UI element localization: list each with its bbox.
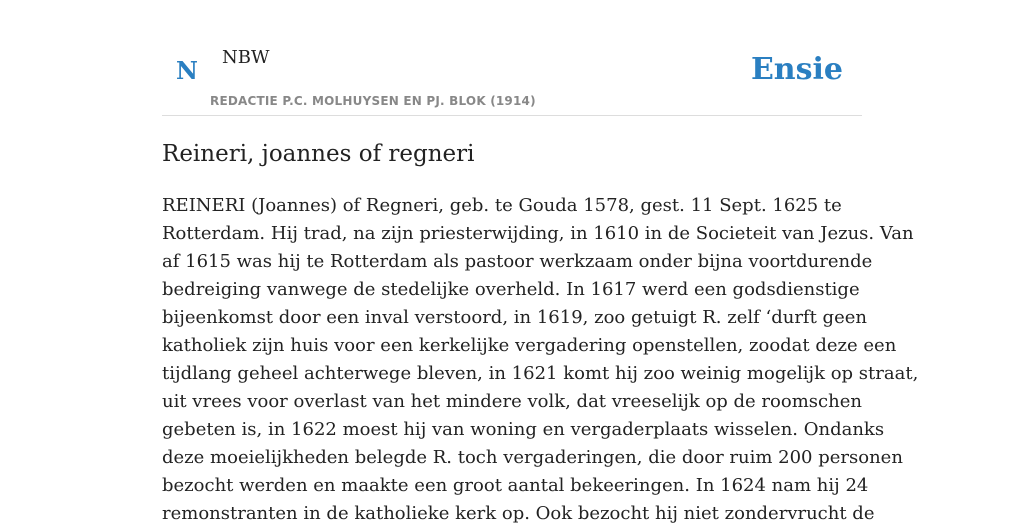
article-line: remonstranten in de katholieke kerk op. Ook bezocht hij niet zondervrucht de xyxy=(162,503,875,524)
brand-logo-link[interactable]: Ensie xyxy=(750,52,843,87)
article-line: deze moeielijkheden belegde R. toch vergaderingen, die door ruim 200 personen xyxy=(162,447,903,468)
article-line: Rotterdam. Hij trad, na zijn priesterwijding, in 1610 in de Societeit van Jezus. Van xyxy=(162,223,914,244)
article-title: Reineri, joannes of regneri xyxy=(162,141,475,167)
article-line: bezocht werden en maakte een groot aantal bekeeringen. In 1624 nam hij 24 xyxy=(162,475,869,496)
article-line: katholiek zijn huis voor een kerkelijke vergadering openstellen, zoodat deze een xyxy=(162,335,897,356)
article-line: REINERI (Joannes) of Regneri, geb. te Gouda 1578, gest. 11 Sept. 1625 te xyxy=(162,195,842,216)
article-line: gebeten is, in 1622 moest hij van woning en vergaderplaats wisselen. Ondanks xyxy=(162,419,885,440)
source-subtitle: REDACTIE P.C. MOLHUYSEN EN PJ. BLOK (1914) xyxy=(210,94,536,108)
page xyxy=(162,0,919,524)
source-logo[interactable]: N xyxy=(176,56,198,85)
article-body xyxy=(162,192,919,528)
article-line: bijeenkomst door een inval verstoord, in 1619, zoo getuigt R. zelf ‘durft geen xyxy=(162,307,867,328)
article-line: af 1615 was hij te Rotterdam als pastoor werkzaam onder bijna voortdurende xyxy=(162,251,873,272)
source-name[interactable]: NBW xyxy=(222,47,270,68)
article-line: tijdlang geheel achterwege bleven, in 1621 komt hij zoo weinig mogelijk op straat, xyxy=(162,363,919,384)
article-line: uit vrees voor overlast van het mindere volk, dat vreeselijk op de roomschen xyxy=(162,391,862,412)
site-header xyxy=(162,0,862,116)
article-line: bedreiging vanwege de stedelijke overheld. In 1617 werd een godsdienstige xyxy=(162,279,860,300)
